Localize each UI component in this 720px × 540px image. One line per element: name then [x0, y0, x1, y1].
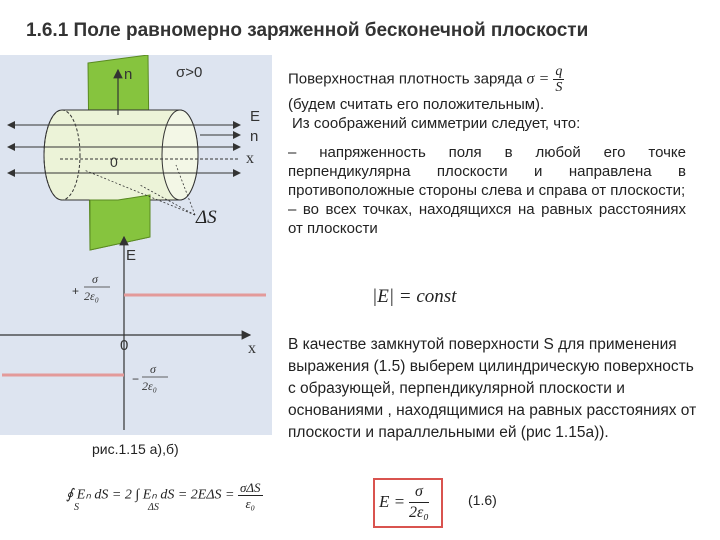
gauss-formula: [66, 480, 263, 511]
gauss-frac-den: ε₀: [245, 496, 256, 511]
intro-text: [288, 64, 588, 133]
n-label-right: n: [250, 128, 259, 145]
cylinder-right-base: [162, 110, 198, 200]
result-fraction: [409, 482, 429, 523]
sigma-frac-num: q: [555, 64, 563, 79]
result-lhs: E =: [379, 492, 406, 511]
page-title: 1.6.1 Поле равномерно заряженной бесконечной плоскости: [26, 20, 589, 41]
gauss-expression: ∮ Eₙ dS = 2 ∫ Eₙ dS = 2EΔS =: [66, 487, 235, 503]
x-label-top: x: [246, 150, 254, 167]
delta-s-label: ΔS: [196, 207, 217, 228]
surface-text: В качестве замкнутой поверхности S для применения выражения (1.5) выберем цилиндрическую поверхность с образующей, перпендикулярной плоскости и основаниями , находящимися на равных расстояниях от плоскости и параллельными ей (рис 1.15а)).: [288, 336, 697, 441]
gauss-fraction: [238, 480, 263, 511]
gauss-frac-num: σΔS: [240, 480, 261, 495]
minus-sign: −: [132, 372, 140, 386]
frac-den-top: 2ε₀: [84, 289, 99, 303]
zero-bottom-label: 0: [120, 337, 129, 354]
gauss-sub-s: S: [74, 502, 79, 513]
frac-num-top: σ: [92, 272, 98, 286]
sigma-fraction: [553, 64, 564, 95]
sigma-frac-den: S: [555, 80, 563, 95]
figure-diagram: [0, 55, 290, 435]
x-label-bottom: x: [248, 340, 256, 357]
intro-line-1: Поверхностная плотность заряда: [288, 70, 523, 88]
symmetry-text: – напряженность поля в любой его точке перпендикулярна плоскости и направлена в противоположные стороны слева и справа от плоскости; – во всех точках, находящихся на равных расстояниях от плоскости: [288, 144, 686, 237]
gauss-sub-ds: ΔS: [148, 502, 159, 513]
plus-sign: +: [72, 284, 80, 298]
zero-top-label: 0: [110, 154, 118, 170]
result-den: 2ε₀: [409, 504, 429, 521]
sigma-eq: σ =: [526, 70, 550, 88]
intro-line-3: Из соображений симметрии следует, что:: [292, 115, 581, 132]
result-num: σ: [409, 482, 429, 503]
frac-den-bottom: 2ε₀: [142, 379, 157, 393]
result-box: [373, 478, 443, 528]
E-label-right: E: [250, 108, 261, 125]
intro-line-2: (будем считать его положительным).: [288, 96, 545, 113]
figure-caption: рис.1.15 а),б): [92, 441, 179, 457]
equation-number: (1.6): [468, 492, 497, 508]
n-top-label: n: [124, 66, 133, 83]
E-axis-label: E: [126, 247, 137, 264]
frac-num-bottom: σ: [150, 362, 156, 376]
formula-e-const: |E| = const: [372, 286, 457, 307]
sigma-label: σ>0: [176, 64, 203, 81]
